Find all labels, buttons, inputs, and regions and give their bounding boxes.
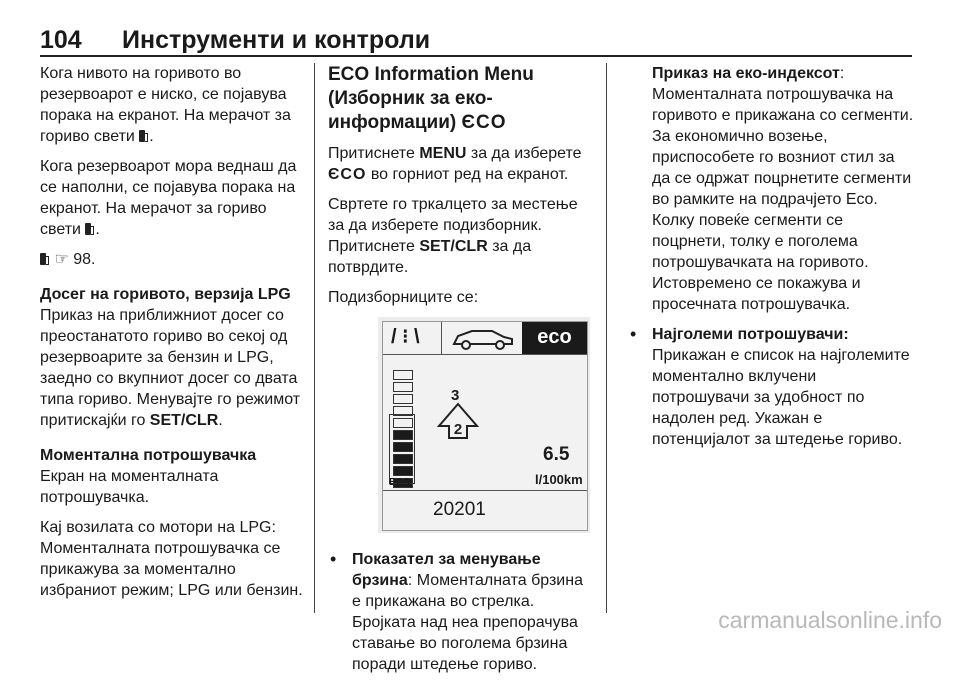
column-1: Кога нивото на горивото во резервоарот е ниско, се појавува порака на екранот. На мерачот за гориво свети . Кога резервоарот мора веднаш да се наполни, се појавува порака на екранот. На мерачот за гориво свети . ☞ 98. Досег на горивото, верзија LPG Приказ на приближниот досег со преостанатото гориво во секој од резервоарите за бензин и LPG, заедно со вкупниот досег со двата типа гориво. Менувајте го режимот притискајќи го SET/CLR. Моментална потрошувачка Екран на моменталната потрошувачка. Кај возилата со мотори на LPG: Моменталната потрошувачка се прикажува за моментално избраниот режим; LPG или бензин. (40, 65, 303, 599)
display-top-bar (383, 322, 587, 355)
set-clr-label: SET/CLR (419, 238, 488, 255)
menu-button-label: MENU (419, 145, 467, 162)
bullet-icon: • (630, 324, 637, 344)
current-consumption-heading: Моментална потрошувачка (40, 447, 257, 464)
column-2 (328, 63, 596, 684)
page-number: 104 (40, 26, 82, 54)
chapter-title: Инструменти и контроли (122, 26, 431, 54)
paragraph-submenus: Подизборниците се: (328, 289, 479, 306)
recommended-gear: 3 (451, 387, 460, 404)
eco-mode-label: eco (522, 322, 587, 354)
fuel-pump-icon (85, 223, 94, 235)
page-header (40, 22, 912, 56)
gauge-eco-label: ECO (389, 477, 411, 488)
column-divider (314, 63, 315, 613)
lpg-engines-text: Кај возилата со мотори на LPG: Моменталната потрошувачка се прикажува за моментално избраниот режим; LPG или бензин. (40, 519, 303, 599)
header-rule (40, 55, 912, 57)
odometer-bar (383, 490, 587, 531)
column-divider (606, 63, 607, 613)
gauge-segment (393, 370, 413, 380)
odometer-value: 20201 (433, 499, 486, 520)
fuel-pump-icon (40, 253, 49, 265)
paragraph-low-fuel: Кога нивото на горивото во резервоарот е ниско, се појавува порака на екранот. На мерачот за гориво свети . (40, 65, 291, 145)
eco-index-paragraph: Приказ на еко-индексот: Моменталната потрошувачка на горивото е прикажана со сегменти. За економично возење, приспособете го возниот стил за да се одржат поцрнетите сегменти во рамките на подрачјето Eco. Колку повеќе сегменти се поцрнети, толку е поголема потрошувачката на горивото. Истовремено се покажува и просечната потрошувачка. (652, 65, 914, 313)
paragraph-turn-wheel: Свртете го тркалцето за местење за да изберете подизборник. Притиснете SET/CLR за да потврдите. (328, 196, 578, 276)
lane-assist-icon: / ⁝ \ (391, 326, 420, 348)
gauge-segment (393, 382, 413, 392)
paragraph-reference: ☞ 98. (40, 249, 304, 270)
lpg-range-heading: Досег на горивото, верзија LPG (40, 286, 291, 303)
set-clr-label: SET/CLR (149, 412, 219, 429)
gauge-segment (393, 394, 413, 404)
fuel-pump-icon (139, 130, 148, 142)
consumption-unit: l/100km (535, 472, 583, 487)
watermark: carmanualsonline.info (718, 607, 942, 633)
eco-display-illustration (378, 317, 590, 533)
section-title: ECO Information Menu (Изборник за еко- информации) ЄCO (328, 64, 534, 133)
gear-shift-arrow-icon (437, 402, 479, 442)
current-consumption-text: Екран на моменталната потрошувачка. (40, 468, 219, 506)
bullet-icon: • (330, 549, 337, 569)
column-3 (630, 63, 914, 459)
eco-icon: ЄCO (461, 112, 507, 133)
list-item: • Показател за менување брзина: Моменталната брзина е прикажана во стрелка. Бројката над неа препорачува ставање во поголема брзина поради штедење гориво. (330, 549, 583, 673)
lpg-range-text: Приказ на приближниот досег со преостанатото гориво во секој од резервоарите за бензин и LPG, заедно со вкупниот досег со двата типа гориво. Менувајте го режимот притискајќи го (40, 307, 301, 429)
consumption-value: 6.5 (543, 444, 570, 465)
car-icon (441, 322, 522, 354)
page-ref-icon: ☞ (54, 251, 69, 268)
paragraph-refuel-now: Кога резервоарот мора веднаш да се наполни, се појавува порака на екранот. На мерачот за гориво свети . (40, 158, 297, 238)
current-gear: 2 (453, 421, 463, 438)
list-item: • Најголеми потрошувачи: Прикажан е список на најголемите моментално вклучени потрошувачи за удобност по надолен ред. Укажан е потенцијалот за штедење гориво. (630, 324, 910, 448)
eco-icon: ЄCO (328, 166, 367, 183)
paragraph-press-menu: Притиснете MENU за да изберете ЄCO во горниот ред на екранот. (328, 145, 582, 183)
